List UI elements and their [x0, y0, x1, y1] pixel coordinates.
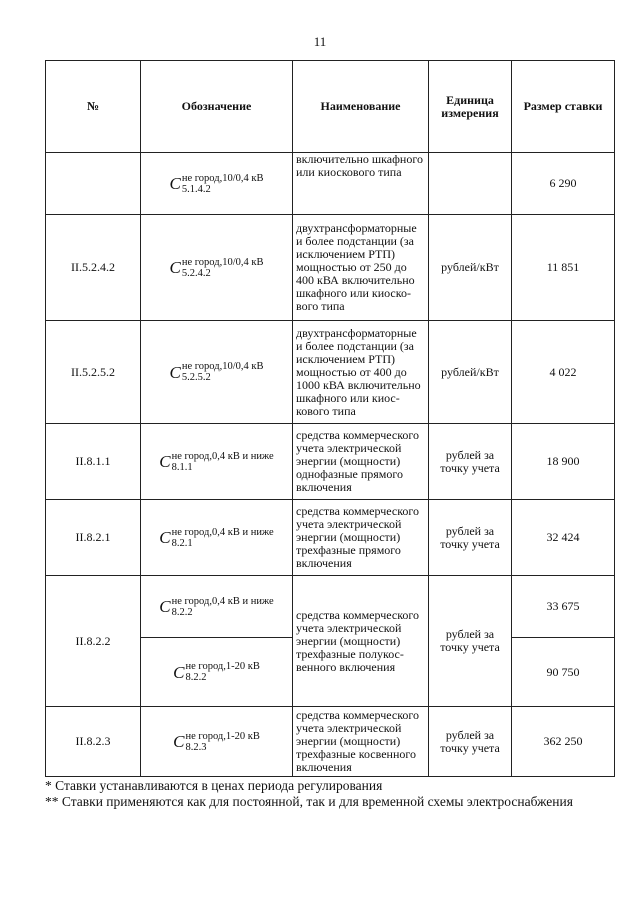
- table-row: [46, 153, 615, 215]
- symbol-subscript: 5.1.4.2: [181, 183, 211, 195]
- symbol-letter: C: [173, 662, 185, 682]
- footnote-2: ** Ставки применяются как для постоянной, так и для временной схемы электроснабжения: [45, 794, 573, 809]
- symbol-letter: C: [173, 732, 185, 751]
- symbol-superscript: не город,0,4 кВ и ниже: [171, 526, 274, 538]
- unit-cell: рублей/кВт: [429, 321, 512, 424]
- unit-cell: рублей/кВт: [429, 215, 512, 321]
- rate-symbol: [170, 173, 264, 195]
- symbol-subscript: 5.2.5.2: [181, 372, 211, 383]
- symbol-superscript: не город,10/0,4 кВ: [181, 256, 264, 268]
- footnotes: [45, 778, 615, 810]
- name-cell: средства коммерческого учета электрической энергии (мощности) трехфазные полукосвенного включения: [293, 576, 429, 707]
- rate-cell: 32 424: [512, 500, 615, 576]
- symbol-subscript: 8.2.2: [171, 606, 193, 618]
- name-cell: двухтрансформаторные и более подстанции (за исключением РТП) мощностью от 400 до 1000 кВА включительно шкафного или киоскового типа: [293, 321, 429, 424]
- header-row: [46, 61, 615, 153]
- unit-cell: [429, 153, 512, 215]
- designation-cell: [141, 153, 293, 215]
- symbol-letter: C: [159, 528, 171, 547]
- name-cell: средства коммерческого учета электрической энергии (мощности) однофазные прямого включения: [293, 424, 429, 500]
- symbol-subscript: 8.1.1: [171, 461, 193, 473]
- name-cell: двухтрансформаторные и более подстанции (за исключением РТП) мощностью от 250 до 400 кВА включительно шкафного или киоскового типа: [293, 215, 429, 321]
- row-number: II.5.2.5.2: [46, 321, 141, 424]
- symbol-subscript: 8.2.2: [185, 672, 207, 683]
- header-designation: Обозначение: [141, 61, 293, 153]
- symbol-subscript: 8.2.3: [185, 741, 207, 753]
- rate-symbol: [159, 527, 273, 549]
- rates-table: [45, 60, 615, 777]
- table-row: [46, 707, 615, 777]
- designation-cell: [141, 424, 293, 500]
- row-number: II.8.2.2: [46, 576, 141, 707]
- unit-cell: рублей за точку учета: [429, 707, 512, 777]
- symbol-letter: C: [169, 174, 181, 193]
- unit-cell: рублей за точку учета: [429, 424, 512, 500]
- symbol-subscript: 5.2.4.2: [181, 267, 211, 279]
- row-number: II.8.2.1: [46, 500, 141, 576]
- table-row: [46, 500, 615, 576]
- header-name: Наименование: [293, 61, 429, 153]
- rate-cell: 90 750: [512, 638, 615, 707]
- symbol-letter: C: [169, 362, 181, 382]
- symbol-superscript: не город,1-20 кВ: [185, 730, 260, 742]
- rate-cell: 33 675: [512, 576, 615, 638]
- row-number: [46, 153, 141, 215]
- rate-symbol: [159, 596, 273, 618]
- unit-cell: рублей за точку учета: [429, 500, 512, 576]
- header-num: №: [46, 61, 141, 153]
- table-row: [46, 215, 615, 321]
- rate-cell: 362 250: [512, 707, 615, 777]
- symbol-superscript: не город,0,4 кВ и ниже: [171, 595, 274, 607]
- page-number: 11: [313, 34, 327, 49]
- row-number: II.5.2.4.2: [46, 215, 141, 321]
- name-cell: средства коммерческого учета электрической энергии (мощности) трехфазные косвенного включения: [293, 707, 429, 777]
- symbol-superscript: не город,10/0,4 кВ: [181, 172, 264, 184]
- designation-cell: [141, 576, 293, 638]
- rate-symbol: [170, 257, 264, 279]
- header-unit: Единица измерения: [429, 61, 512, 153]
- rate-cell: 18 900: [512, 424, 615, 500]
- footnote-1: * Ставки устанавливаются в ценах периода регулирования: [45, 778, 383, 793]
- symbol-letter: C: [159, 597, 171, 616]
- name-cell: включительно шкафного или киоскового типа: [293, 153, 429, 215]
- row-number: II.8.1.1: [46, 424, 141, 500]
- symbol-letter: C: [169, 258, 181, 277]
- row-number: II.8.2.3: [46, 707, 141, 777]
- symbol-superscript: не город,10/0,4 кВ: [181, 361, 264, 372]
- symbol-superscript: не город,0,4 кВ и ниже: [171, 450, 274, 462]
- designation-cell: [141, 215, 293, 321]
- rate-symbol: [173, 731, 260, 753]
- designation-cell: [141, 321, 293, 424]
- rate-symbol: [173, 661, 260, 683]
- rate-cell: 4 022: [512, 321, 615, 424]
- symbol-superscript: не город,1-20 кВ: [185, 661, 260, 672]
- name-cell: средства коммерческого учета электрической энергии (мощности) трехфазные прямого включения: [293, 500, 429, 576]
- rate-symbol: [159, 451, 273, 473]
- designation-cell: [141, 500, 293, 576]
- unit-cell: рублей за точку учета: [429, 576, 512, 707]
- header-rate: Размер ставки: [512, 61, 615, 153]
- table-row: [46, 321, 615, 424]
- designation-cell: [141, 707, 293, 777]
- rate-cell: 11 851: [512, 215, 615, 321]
- rate-cell: 6 290: [512, 153, 615, 215]
- rate-symbol: [170, 361, 264, 383]
- designation-cell: [141, 638, 293, 707]
- table-row: [46, 576, 615, 638]
- symbol-subscript: 8.2.1: [171, 537, 193, 549]
- table-row: [46, 424, 615, 500]
- symbol-letter: C: [159, 452, 171, 471]
